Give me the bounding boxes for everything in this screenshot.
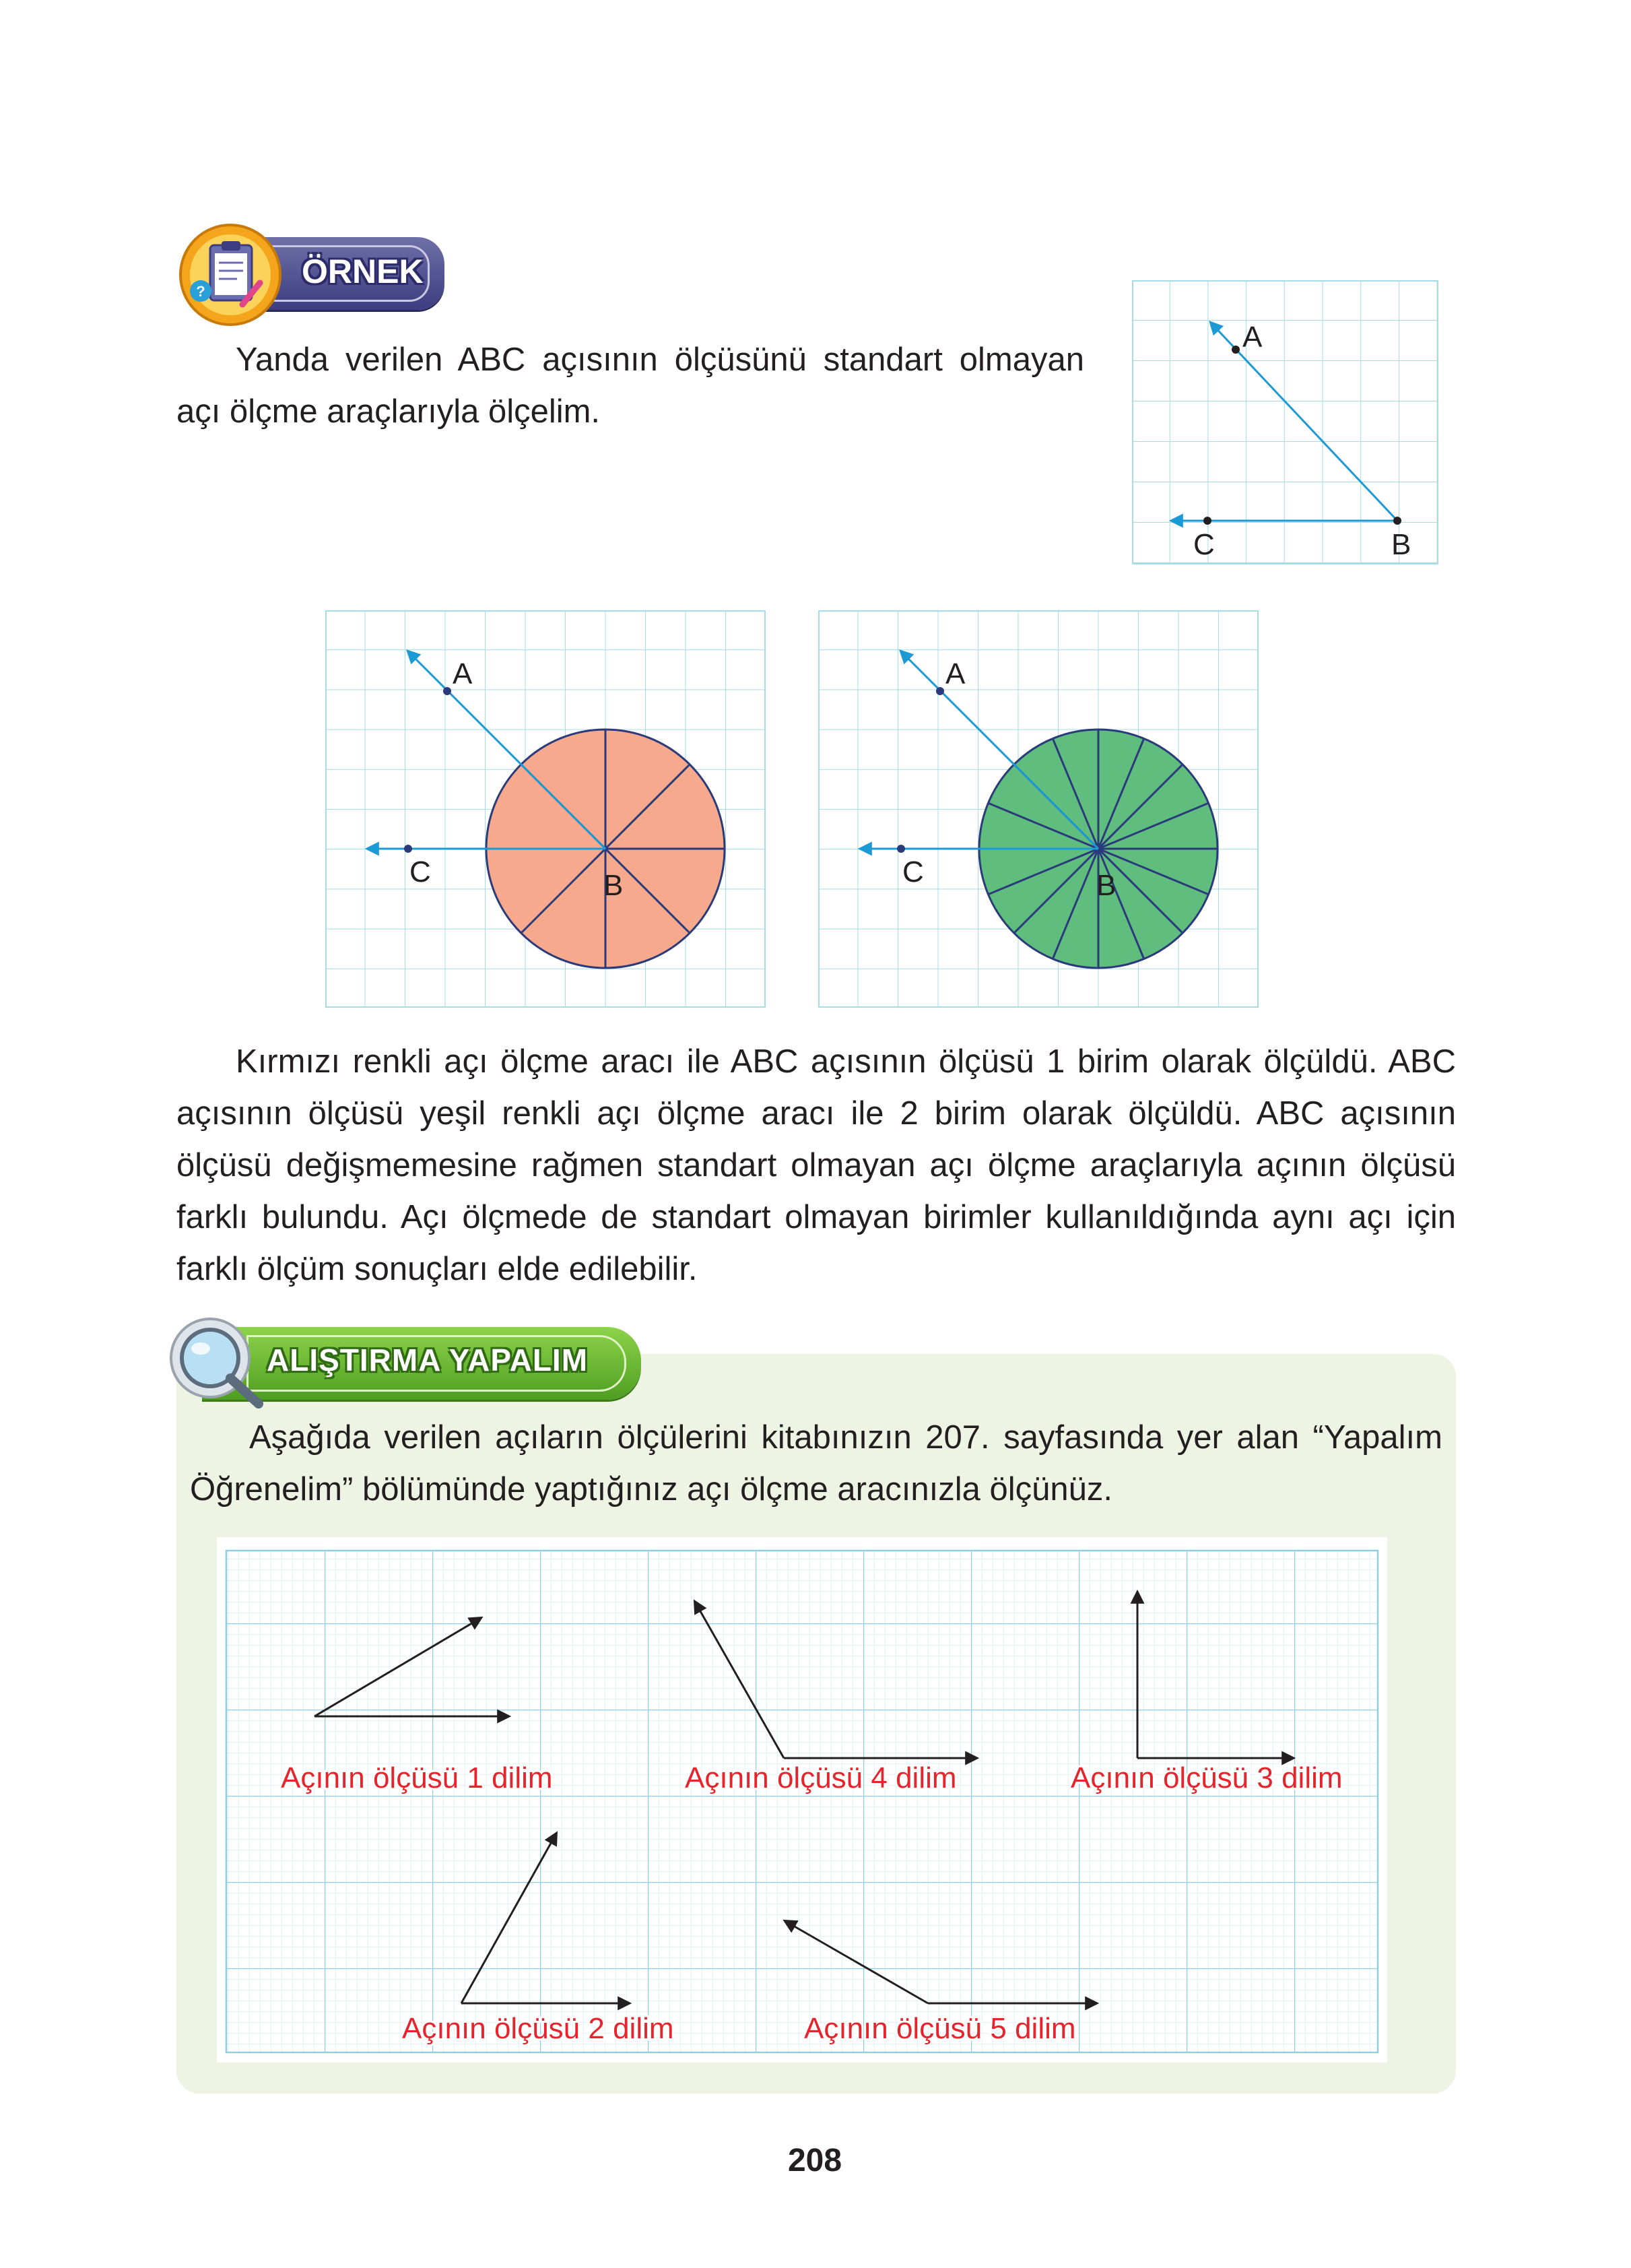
alistirma-title: ALIŞTIRMA YAPALIM [267, 1342, 589, 1378]
page-number: 208 [787, 2143, 842, 2178]
label-b: B [1391, 528, 1411, 561]
label-a: A [1242, 321, 1263, 354]
label-c: C [902, 855, 924, 888]
explanation-text: Kırmızı renkli açı ölçme aracı ile ABC açısının ölçüsü 1 birim olarak ölçüldü. ABC açısının ölçüsü yeşil renkli açı ölçme aracı ile 2 birim olarak ölçüldü. ABC açısının ölçüsü değişmemesine rağmen standart olmayan açı ölçme araçlarıyla açının ölçüsü farklı bulundu. Açı ölçmede de standart olmayan birimler kullanıldığında aynı açı için farklı ölçüm sonuçları elde edilebilir. [176, 1043, 1456, 1287]
label-c: C [1193, 528, 1215, 561]
red-tool-figure [325, 610, 769, 1010]
exercise-grid [217, 1537, 1387, 2063]
angle-caption-4: Açının ölçüsü 2 dilim [402, 2012, 674, 2045]
green-tool-figure [818, 610, 1262, 1010]
angle-caption-5: Açının ölçüsü 5 dilim [804, 2012, 1076, 2045]
angle-caption-3: Açının ölçüsü 3 dilim [1071, 1761, 1343, 1794]
ornek-text: Yanda verilen ABC açısının ölçüsünü standart olmayan açı ölçme araçlarıyla ölçelim. [176, 342, 1084, 430]
label-b: B [1096, 869, 1117, 902]
angle-caption-2: Açının ölçüsü 4 dilim [685, 1761, 957, 1794]
svg-text:?: ? [196, 283, 205, 300]
label-b: B [603, 869, 624, 902]
angle-caption-1: Açının ölçüsü 1 dilim [281, 1761, 553, 1794]
ornek-title: ÖRNEK [302, 253, 424, 290]
clipboard-icon [176, 221, 284, 329]
label-a: A [453, 657, 473, 690]
magnifier-icon [166, 1314, 273, 1415]
exercise-instruction: Aşağıda verilen açıların ölçülerini kitabınızın 207. sayfasında yer alan “Yapalım Öğrenelim” bölümünde yaptığınız açı ölçme aracınızla ölçünüz. [190, 1419, 1442, 1508]
abc-angle-figure [1131, 280, 1444, 566]
label-c: C [409, 855, 431, 888]
label-a: A [945, 657, 966, 690]
